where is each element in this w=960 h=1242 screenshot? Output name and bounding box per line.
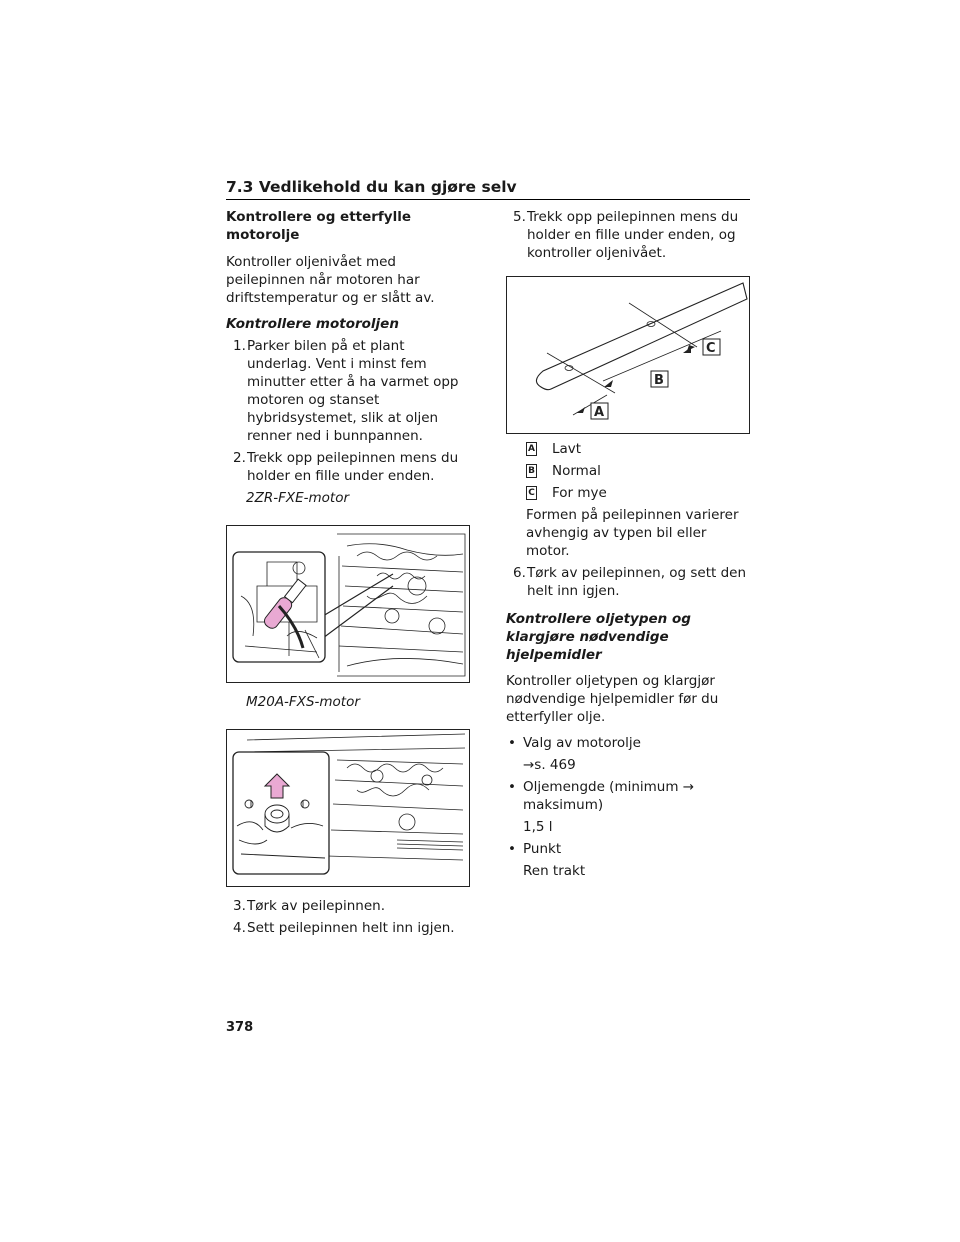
legend-key: C	[526, 486, 537, 500]
step-2	[226, 449, 470, 485]
legend-row-a	[526, 440, 752, 458]
engine-figure-m20a	[226, 729, 470, 887]
bullet-dot: •	[508, 779, 516, 795]
section-title: 7.3 Vedlikehold du kan gjøre selv	[226, 178, 517, 196]
step-text: Trekk opp peilepinnen mens du holder en fille under enden.	[247, 450, 459, 484]
step-number: 4.	[233, 920, 246, 936]
step-text: Tørk av peilepinnen.	[247, 898, 385, 914]
section-divider	[226, 199, 750, 200]
figure-caption-m20a: M20A-FXS-motor	[246, 694, 360, 710]
engine-illustration	[227, 526, 469, 682]
page-number: 378	[226, 1020, 254, 1035]
step-number: 1.	[233, 338, 246, 354]
dipstick-label-b: B	[654, 373, 664, 388]
right-column	[506, 208, 752, 884]
step-number: 3.	[233, 898, 246, 914]
step-text: Trekk opp peilepinnen mens du holder en fille under enden, og kontroller oljenivået.	[527, 209, 739, 261]
step-number: 2.	[233, 450, 246, 466]
left-column	[226, 208, 470, 941]
legend-text: For mye	[552, 485, 607, 501]
intro-paragraph: Kontroller oljetypen og klargjør nødvendige hjelpemidler før du etterfyller olje.	[506, 673, 719, 725]
subheading: Kontrollere motoroljen	[226, 316, 399, 332]
intro-paragraph: Kontroller oljenivået med peilepinnen når motoren har driftstemperatur og er slått av.	[226, 254, 435, 306]
figure-caption-2zr: 2ZR-FXE-motor	[246, 490, 350, 506]
dipstick-figure	[506, 276, 750, 434]
bullet-item	[506, 840, 752, 858]
bullet-value: →s. 469	[523, 757, 576, 773]
bullet-dot: •	[508, 841, 516, 857]
dipstick-label-a: A	[594, 405, 605, 420]
engine-illustration	[227, 730, 469, 886]
legend-key: B	[526, 464, 537, 478]
section-heading: Kontrollere og etterfylle motorolje	[226, 209, 412, 243]
dipstick-note: Formen på peilepinnen varierer avhengig av typen bil eller motor.	[526, 507, 739, 559]
step-text: Tørk av peilepinnen, og sett den helt inn igjen.	[527, 565, 747, 599]
bullet-item	[506, 734, 752, 752]
bullet-item	[506, 778, 752, 814]
bullet-value: Ren trakt	[523, 863, 586, 879]
bullet-value: 1,5 l	[523, 819, 553, 835]
step-4	[226, 919, 470, 937]
legend-row-b	[526, 462, 752, 480]
step-text: Sett peilepinnen helt inn igjen.	[247, 920, 455, 936]
legend-key: A	[526, 442, 537, 456]
step-number: 6.	[513, 565, 526, 581]
legend-text: Lavt	[552, 441, 582, 457]
dipstick-label-c: C	[706, 341, 716, 356]
bullet-label: Punkt	[523, 841, 562, 857]
legend-row-c	[526, 484, 752, 502]
step-number: 5.	[513, 209, 526, 225]
engine-figure-2zr	[226, 525, 470, 683]
legend-text: Normal	[552, 463, 601, 479]
step-6	[506, 564, 752, 600]
step-1	[226, 337, 470, 445]
step-text: Parker bilen på et plant underlag. Vent i minst fem minutter etter å ha varmet opp motoren og stanset hybridsystemet, slik at oljen renner ned i bunnpannen.	[247, 338, 459, 444]
subheading: Kontrollere oljetypen og klargjøre nødvendige hjelpemidler	[506, 611, 691, 663]
step-3	[226, 897, 470, 915]
bullet-label: Valg av motorolje	[523, 735, 641, 751]
bullet-dot: •	[508, 735, 516, 751]
bullet-label: Oljemengde (minimum → maksimum)	[523, 779, 695, 813]
dipstick-illustration	[507, 277, 749, 433]
step-5	[506, 208, 752, 262]
